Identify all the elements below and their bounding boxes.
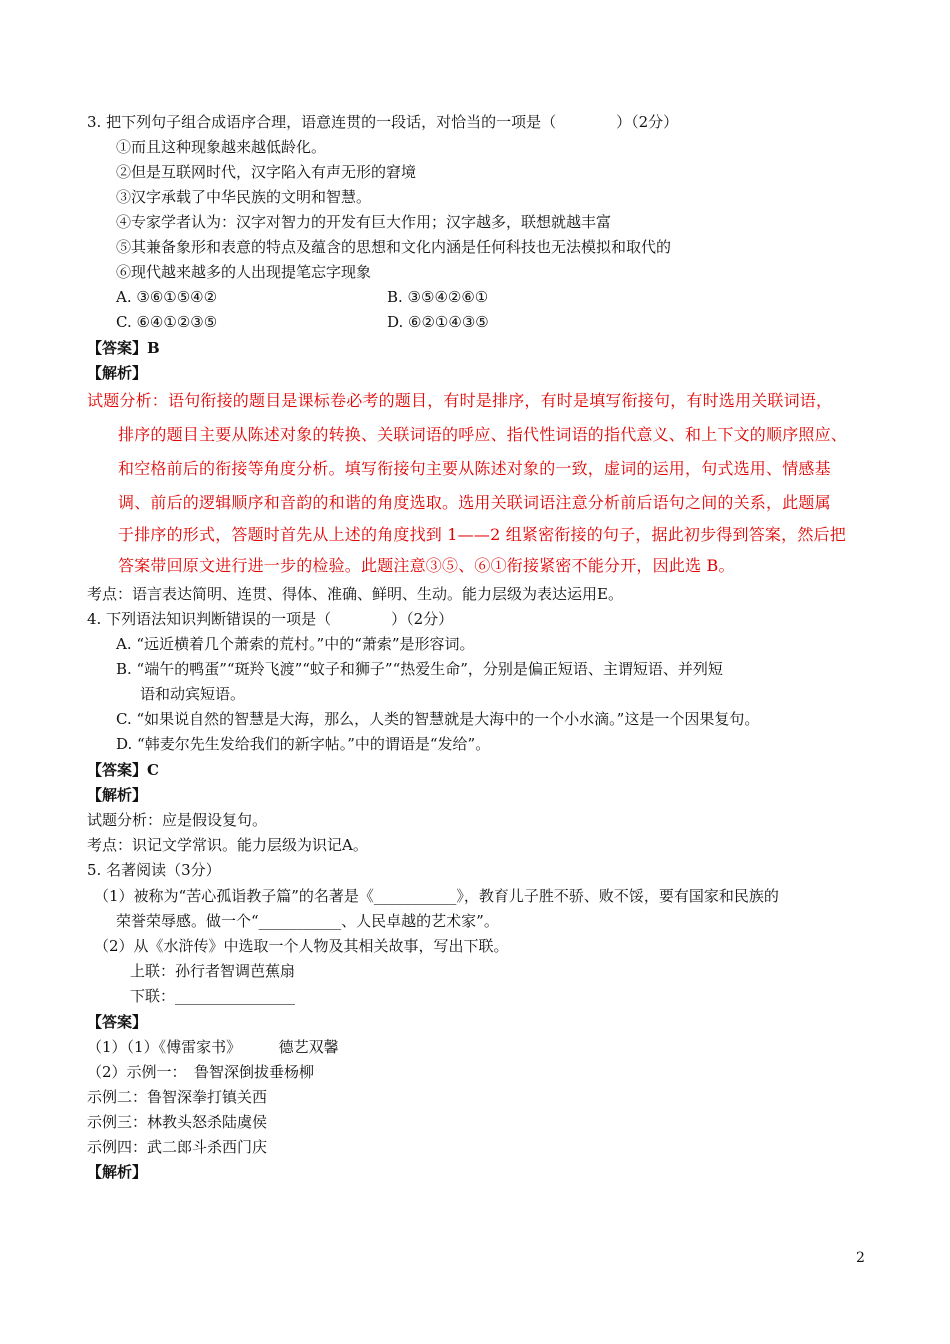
q5-shanglian: 上联：孙行者智调芭蕉扇 — [130, 962, 296, 980]
page-number: 2 — [856, 1250, 865, 1266]
q5-part-1-cont: 荣誉荣辱感。做一个“___________、人民卓越的艺术家”。 — [116, 912, 499, 930]
q5-answer-label: 【答案】 — [87, 1013, 148, 1031]
q5-xialian: 下联：________________ — [130, 987, 296, 1005]
q3-sentence-4: ④专家学者认为：汉字对智力的开发有巨大作用；汉字越多，联想就越丰富 — [116, 213, 612, 231]
q5-answer-1: （1）（1）《傅雷家书》 德艺双馨 — [87, 1038, 339, 1056]
q4-kaodian: 考点：识记文学常识。能力层级为识记A。 — [87, 836, 368, 854]
q3-option-b: B. ③⑤④②⑥① — [387, 288, 489, 306]
q5-stem: 5. 名著阅读（3分） — [87, 861, 221, 879]
q4-option-b-cont: 语和动宾短语。 — [140, 685, 246, 703]
q3-analysis-line: 和空格前后的衔接等角度分析。填写衔接句主要从陈述对象的一致，虚词的运用，句式选用、情感基 — [118, 459, 831, 478]
q4-analysis: 试题分析：应是假设复句。 — [87, 811, 268, 829]
q3-sentence-6: ⑥现代越来越多的人出现提笔忘字现象 — [116, 263, 372, 281]
q3-option-a: A. ③⑥①⑤④② — [116, 288, 218, 306]
q4-stem: 4. 下列语法知识判断错误的一项是（ ）（2分） — [87, 610, 454, 628]
q4-option-b: B. “端午的鸭蛋”“斑羚飞渡”“蚊子和狮子”“热爱生命”，分别是偏正短语、主谓短语、并列短 — [116, 660, 723, 678]
q3-analysis-line: 排序的题目主要从陈述对象的转换、关联词语的呼应、指代性词语的指代意义、和上下文的顺序照应、 — [118, 425, 848, 444]
q5-part-2: （2）从《水浒传》中选取一个人物及其相关故事，写出下联。 — [94, 937, 509, 955]
q4-option-d: D. “韩麦尔先生发给我们的新字帖。”中的谓语是“发给”。 — [116, 735, 491, 753]
q3-sentence-5: ⑤其兼备象形和表意的特点及蕴含的思想和文化内涵是任何科技也无法模拟和取代的 — [116, 238, 672, 256]
q5-part-1: （1）被称为“苦心孤诣教子篇”的名著是《___________》，教育儿子胜不骄、败不馁，要有国家和民族的 — [94, 887, 779, 905]
q5-analysis-label: 【解析】 — [87, 1163, 148, 1181]
q5-example-4: 示例四：武二郎斗杀西门庆 — [87, 1138, 268, 1156]
q3-analysis-line: 答案带回原文进行进一步的检验。此题注意③⑤、⑥①衔接紧密不能分开，因此选 B。 — [118, 556, 735, 575]
q3-option-c: C. ⑥④①②③⑤ — [116, 313, 218, 331]
q3-option-d: D. ⑥②①④③⑤ — [387, 313, 489, 331]
q3-kaodian: 考点：语言表达简明、连贯、得体、准确、鲜明、生动。能力层级为表达运用E。 — [87, 585, 623, 603]
q3-analysis-label: 【解析】 — [87, 364, 148, 382]
q3-answer: 【答案】B — [87, 339, 160, 357]
q3-analysis-line: 调、前后的逻辑顺序和音韵的和谐的角度选取。选用关联词语注意分析前后语句之间的关系，此题属 — [118, 493, 831, 512]
q4-analysis-label: 【解析】 — [87, 786, 148, 804]
q3-sentence-3: ③汉字承载了中华民族的文明和智慧。 — [116, 188, 372, 206]
q3-analysis-line: 试题分析：语句衔接的题目是课标卷必考的题目，有时是排序，有时是填写衔接句，有时选用关联词语， — [87, 391, 833, 410]
q3-sentence-1: ①而且这种现象越来越低龄化。 — [116, 138, 327, 156]
q4-answer: 【答案】C — [87, 761, 159, 779]
q3-stem: 3. 把下列句子组合成语序合理，语意连贯的一段话，对恰当的一项是（ ）（2分） — [87, 113, 679, 131]
q5-answer-2: （2）示例一： 鲁智深倒拔垂杨柳 — [87, 1063, 315, 1081]
q3-analysis-line: 于排序的形式，答题时首先从上述的角度找到 1——2 组紧密衔接的句子，据此初步得到答案，然后把 — [118, 525, 846, 544]
q5-example-2: 示例二：鲁智深拳打镇关西 — [87, 1088, 268, 1106]
q5-example-3: 示例三：林教头怒杀陆虞侯 — [87, 1113, 268, 1131]
q4-option-c: C. “如果说自然的智慧是大海，那么，人类的智慧就是大海中的一个小水滴。”这是一个因果复句。 — [116, 710, 760, 728]
q3-sentence-2: ②但是互联网时代，汉字陷入有声无形的窘境 — [116, 163, 417, 181]
q4-option-a: A. “远近横着几个萧索的荒村。”中的“萧索”是形容词。 — [116, 635, 475, 653]
